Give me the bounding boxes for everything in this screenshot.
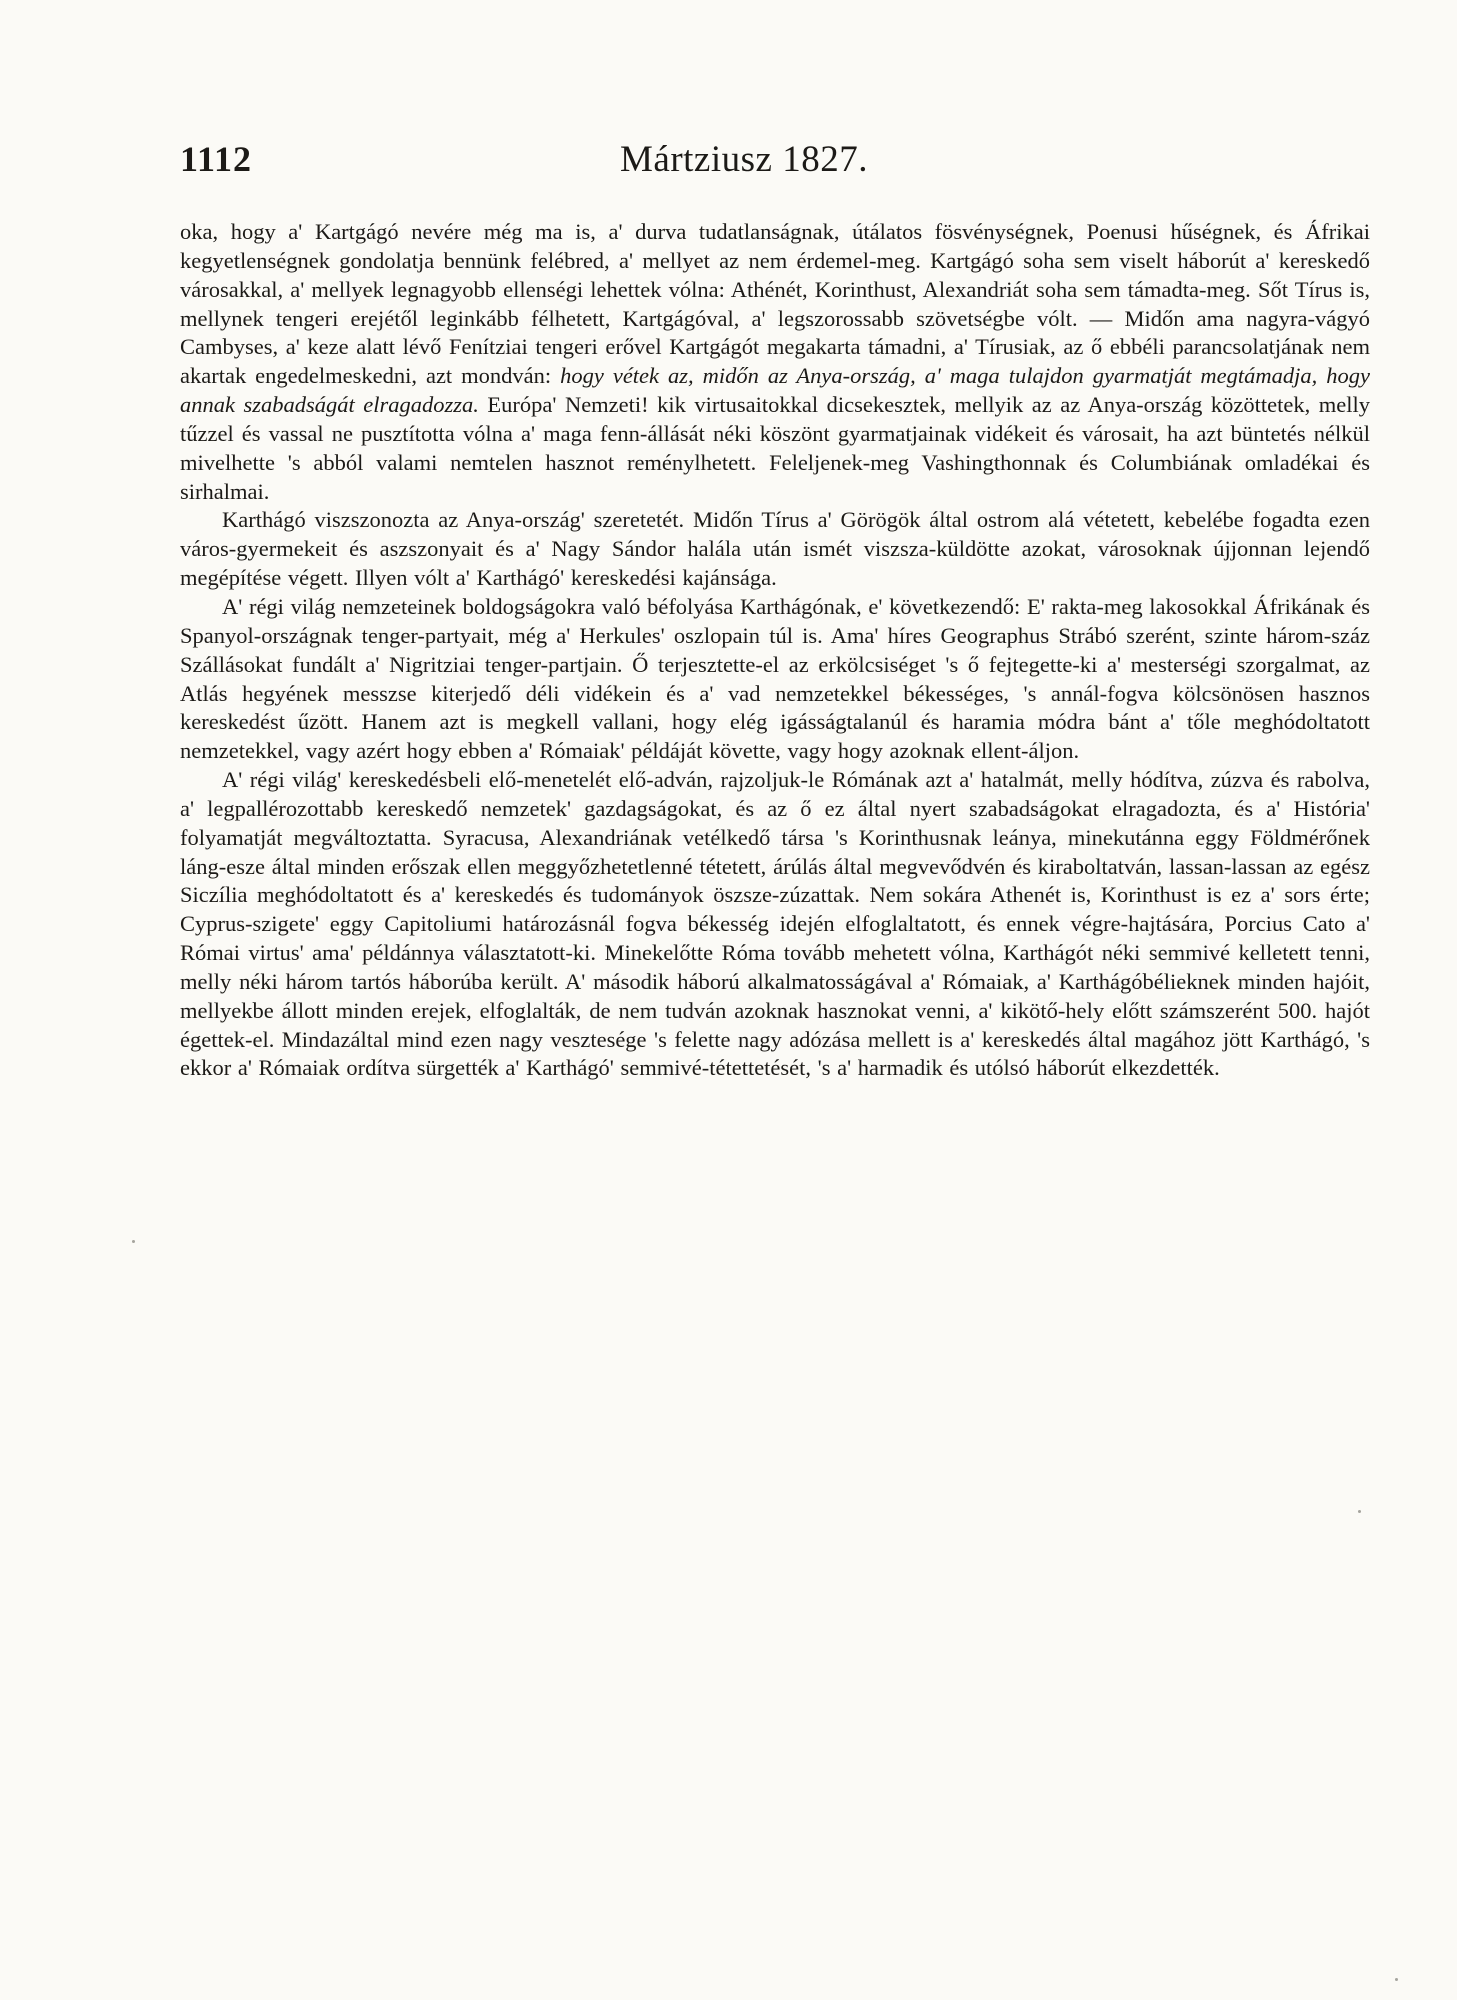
page-header xyxy=(180,138,900,188)
scan-speck xyxy=(1395,1978,1398,1981)
paragraph-1 xyxy=(180,218,1370,506)
page-number: 1112 xyxy=(180,139,253,179)
article-body xyxy=(180,218,1370,1083)
paragraph-2 xyxy=(180,506,1370,593)
paragraph-1-text-a: oka, hogy a' Kartgágó nevére még ma is, a' durva tudatlanságnak, útálatos fösvénységnek, Poenusi hűségnek, és Áfrikai kegyetlenségnek gondolatja bennünk felébred, a' mellyet az nem érdemel-meg. Kartgágó soha sem viselt háborút a' kereskedő városakkal, a' mellyek legnagyobb ellenségi lehettek vólna: Athénét, Korinthust, Alexandriát soha sem támadta-meg. Sőt Tírus is, mellynek tengeri erejétől leginkább félhetett, Kartgágóval, a' legszorossabb szövetségbe vólt. — Midőn ama nagyra-vágyó Cambyses, a' keze alatt lévő Fenítziai tengeri erővel Kartgágót megakarta támadni, a' Tírusiak, az ő ebbéli parancsolatjának nem akartak engedelmeskedni, azt mondván: xyxy=(180,219,1370,389)
paragraph-1-quote: hogy vétek az, midőn az Anya-ország, a' maga tulajdon gyarmatját megtámadja, hogy annak szabadságát elragadozza. xyxy=(180,363,1370,418)
paragraph-4-text: A' régi világ' kereskedésbeli elő-menetelét elő-adván, rajzoljuk-le Rómának azt a' hatalmát, melly hódítva, zúzva és rabolva, a' legpallérozottabb kereskedő nemzetek' gazdagságokat, és az ő ez által nyert szabadságokat elragadozta, és a' História' folyamatját megváltoztatta. Syracusa, Alexandriának vetélkedő társa 's Korinthusnak leánya, minekutánna eggy Földmérőnek láng-esze által minden erőszak ellen meggyőzhetetlenné tétetett, árúlás által megvevődvén és kiraboltatván, lassan-lassan az egész Siczília meghódoltatott és a' kereskedés és tudományok öszsze-zúzattak. Nem sokára Athenét is, Korinthust is ez a' sors érte; Cyprus-szigete' eggy Capitoliumi határozásnál fogva békesség idején elfoglaltatott, és ennek végre-hajtására, Porcius Cato a' Római virtus' ama' példánnya választatott-ki. Minekelőtte Róma tovább mehetett vólna, Karthágót néki semmivé kelletett tenni, melly néki három tartós háborúba került. A' második háború alkalmatosságával a' Rómaiak, a' Karthágóbélieknek minden hajóit, mellyekbe állott minden erejek, elfoglalták, de nem tudván azoknak hasznokat venni, a' kikötő-hely előtt számszerént 500. hajót égettek-el. Mindazáltal mind ezen nagy vesztesége 's felette nagy adózása mellett is a' kereskedés által magához jött Karthágó, 's ekkor a' Rómaiak ordítva sürgették a' Karthágó' semmivé-tétettetését, 's a' harmadik és utólsó háborút elkezdették. xyxy=(180,767,1370,1081)
scan-speck xyxy=(1358,1510,1361,1513)
running-title: Mártziusz 1827. xyxy=(620,139,868,180)
paragraph-3-text: A' régi világ nemzeteinek boldogságokra való béfolyása Karthágónak, e' következendő: E' rakta-meg lakosokkal Áfrikának és Spanyol-országnak tenger-partyait, még a' Herkules' oszlopain túl is. Ama' híres Geographus Strábó szerént, szinte három-száz Szállásokat fundált a' Nigritziai tenger-partjain. Ő terjesztette-el az erkölcsiséget 's ő fejtegette-ki a' mesterségi szorgalmat, az Atlás hegyének messzse kiterjedő déli vidékein és a' vad nemzetekkel békességes, 's annál-fogva kölcsönösen hasznos kereskedést űzött. Hanem azt is megkell vallani, hogy elég igásságtalanúl és haramia módra bánt a' tőle meghódoltatott nemzetekkel, vagy azért hogy ebben a' Rómaiak' példáját követte, vagy hogy azoknak ellent-áljon. xyxy=(180,593,1370,764)
paragraph-3 xyxy=(180,593,1370,766)
paragraph-2-text: Karthágó viszszonozta az Anya-ország' szeretetét. Midőn Tírus a' Görögök által ostrom alá vétetett, kebelébe fogadta ezen város-gyermekeit és aszszonyait és a' Nagy Sándor halála után ismét viszsza-küldötte azokat, városoknak újjonnan lejendő megépítése végett. Illyen vólt a' Karthágó' kereskedési kajánsága. xyxy=(180,507,1370,591)
paragraph-1-text-b: Európa' Nemzeti! kik virtusaitokkal dicsekesztek, mellyik az az Anya-ország közöttetek, melly tűzzel és vassal ne pusztította vólna a' maga fenn-állását néki köszönt gyarmatjainak vidékeit és városait, ha azt büntetés nélkül mivelhette 's abból valami nemtelen hasznot reménylhetett. Feleljenek-meg Vashingthonnak és Columbiának omladékai és sirhalmai. xyxy=(180,392,1370,504)
scan-speck xyxy=(132,1240,135,1243)
paragraph-4 xyxy=(180,766,1370,1083)
